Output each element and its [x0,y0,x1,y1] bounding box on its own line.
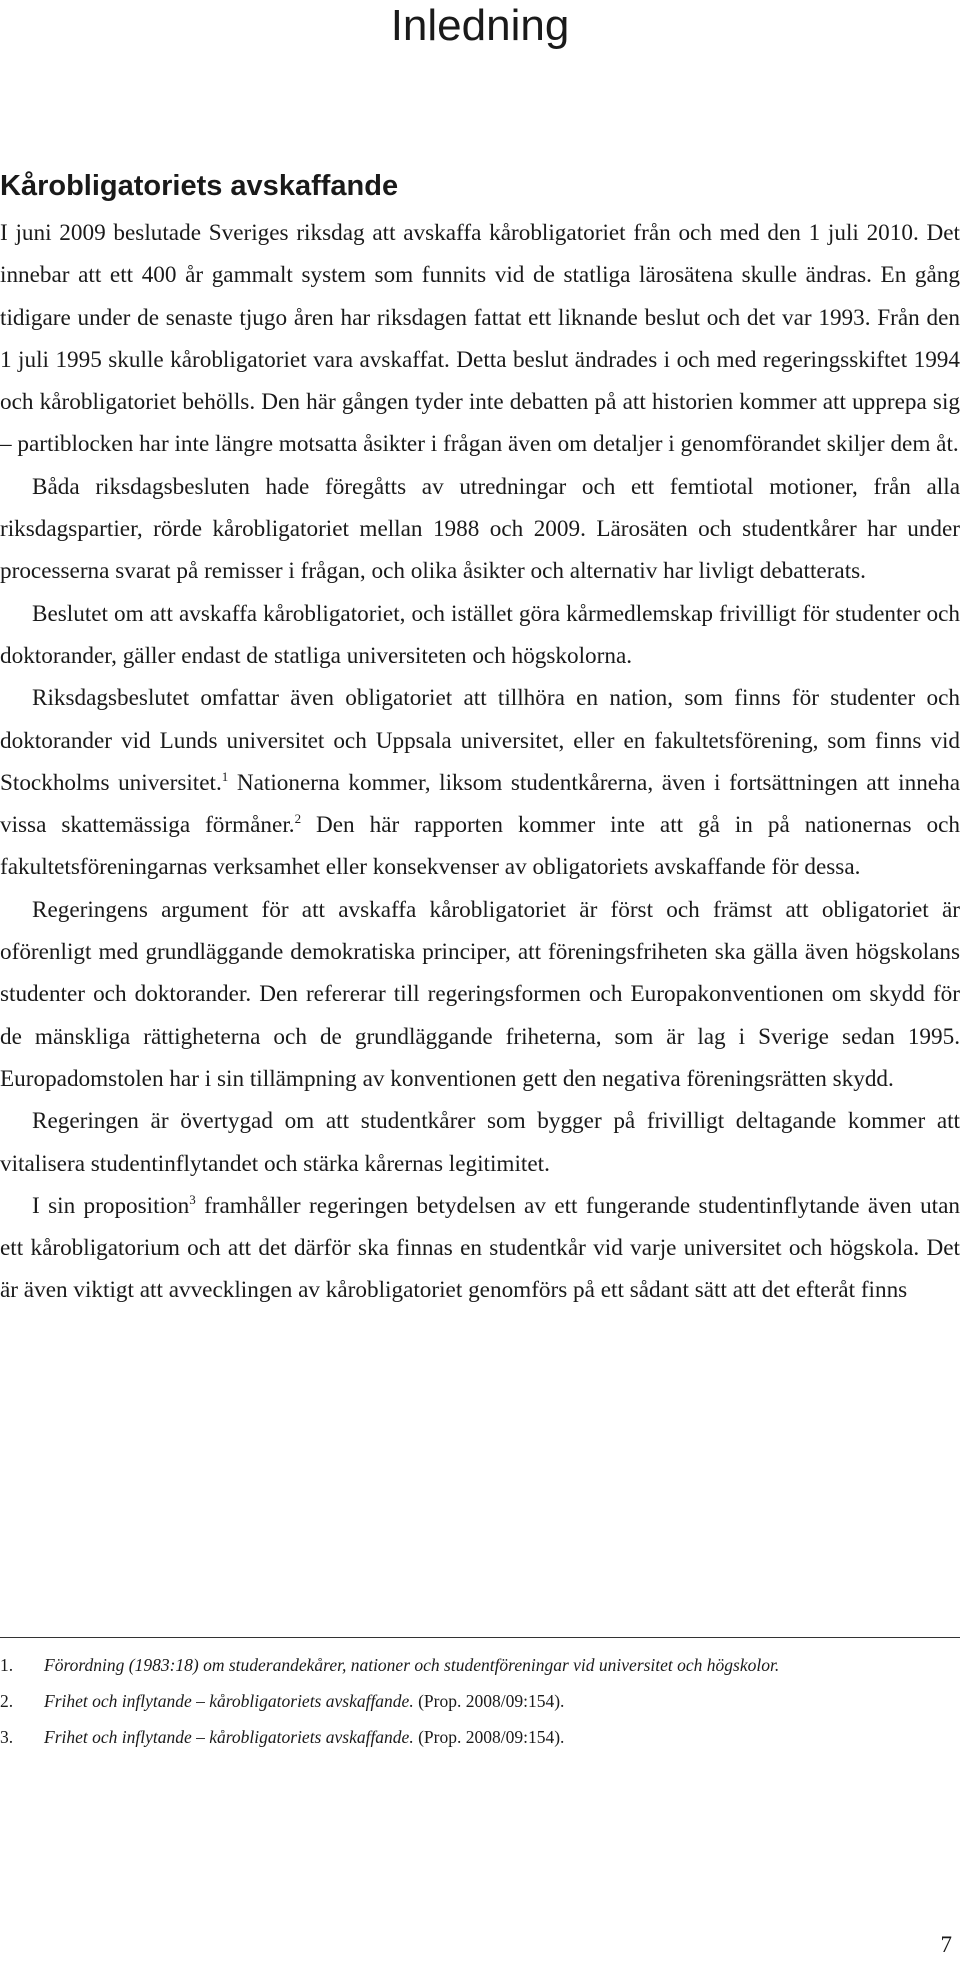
footnotes [0,1652,960,1760]
paragraph-text: Nationerna kommer, liksom studentkårerna, även i fortsättningen att inneha vissa skattemässiga förmåner. [0,769,960,839]
paragraph: Beslutet om att avskaffa kårobligatoriet, och istället göra kårmedlemskap frivilligt för studenter och doktorander, gäller endast de statliga universiteten och högskolorna. [0,600,960,669]
footnote-number: 1. [0,1655,14,1675]
footnote-citation: (Prop. 2008/09:154). [413,1727,565,1747]
paragraph-text: Den här rapporten kommer inte att gå in på nationernas och fakultetsföreningarnas verksamhet eller konsekvenser av obligatoriets avskaffande för dessa. [0,812,960,881]
footnote-number: 3. [0,1727,14,1747]
paragraph-text: I sin proposition [32,1192,190,1219]
paragraph: Båda riksdagsbesluten hade föregåtts av utredningar och ett femtiotal motioner, från alla riksdagspartier, rörde kårobligatoriet mellan 1988 och 2009. Lärosäten och studentkårer har under processerna svarat på remisser i frågan, och olika åsikter och alternativ har livligt debatterats. [0,473,960,585]
footnote-title: Frihet och inflytande – kårobligatoriets avskaffande. [44,1691,414,1711]
footnote [0,1652,960,1678]
footnote-citation: (Prop. 2008/09:154). [413,1691,565,1711]
paragraph: I juni 2009 beslutade Sveriges riksdag att avskaffa kårobligatoriet från och med den 1 juli 2010. Det innebar att ett 400 år gammalt system som funnits vid de statliga lärosätena skulle ändras. En gång tidigare under de senaste tjugo åren har riksdagen fattat ett liknande beslut och det var 1993. Från den 1 juli 1995 skulle kårobligatoriet vara avskaffat. Detta beslut ändrades i och med regeringsskiftet 1994 och kårobligatoriet behölls. Den här gången tyder inte debatten på att historien kommer att upprepa sig – partiblocken har inte längre motsatta åsikter i frågan även om detaljer i genomförandet skiljer dem åt. [0,220,960,458]
footnote-number: 2. [0,1691,14,1711]
footnote [0,1724,960,1750]
paragraph-text: Riksdagsbeslutet omfattar även obligatoriet att tillhöra en nation, som finns för studenter och doktorander vid Lunds universitet och Uppsala universitet, eller en fakultetsförening, som finns vid Stockholms universitet. [0,685,960,796]
footnote-ref: 3 [189,1191,196,1207]
body-text [0,212,960,1312]
paragraph: Regeringen är övertygad om att studentkårer som bygger på frivilligt deltagande kommer att vitalisera studentinflytandet och stärka kårernas legitimitet. [0,1108,960,1177]
footnote-text [44,1724,960,1750]
footnote-ref: 1 [221,768,229,784]
paragraph: Regeringens argument för att avskaffa kårobligatoriet är först och främst att obligatoriet är oförenligt med grundläggande demokratiska principer, att föreningsfriheten ska gälla även högskolans studenter och doktorander. Den refererar till regeringsformen och Europakonventionen om skydd för de mänskliga rättigheterna och de grundläggande friheterna, som är lag i Sverige sedan 1995. Europadomstolen har i sin tillämpning av konventionen gett den negativa föreningsrätten skydd. [0,896,960,1092]
footnote-text [44,1652,960,1678]
paragraph [0,677,960,888]
footnote-title: Frihet och inflytande – kårobligatoriets avskaffande. [44,1727,414,1747]
footnote-title: Förordning (1983:18) om studerandekårer, nationer och studentföreningar vid universitet och högskolor. [44,1655,780,1675]
page-number: 7 [940,1932,952,1957]
paragraph-text: framhåller regeringen betydelsen av ett fungerande studentinflytande även utan ett kårobligatorium och att det därför ska finnas en studentkår vid varje universitet och högskola. Det är även viktigt att avvecklingen av kårobligatoriet genomförs på ett sådant sätt att det efteråt finns [0,1192,960,1304]
footnote [0,1688,960,1714]
paragraph [0,1185,960,1312]
footnote-text [44,1688,960,1714]
section-heading: Kårobligatoriets avskaffande [0,170,399,202]
footnote-divider [0,1637,960,1638]
footnote-ref: 2 [294,811,302,827]
chapter-title: Inledning [390,1,570,50]
